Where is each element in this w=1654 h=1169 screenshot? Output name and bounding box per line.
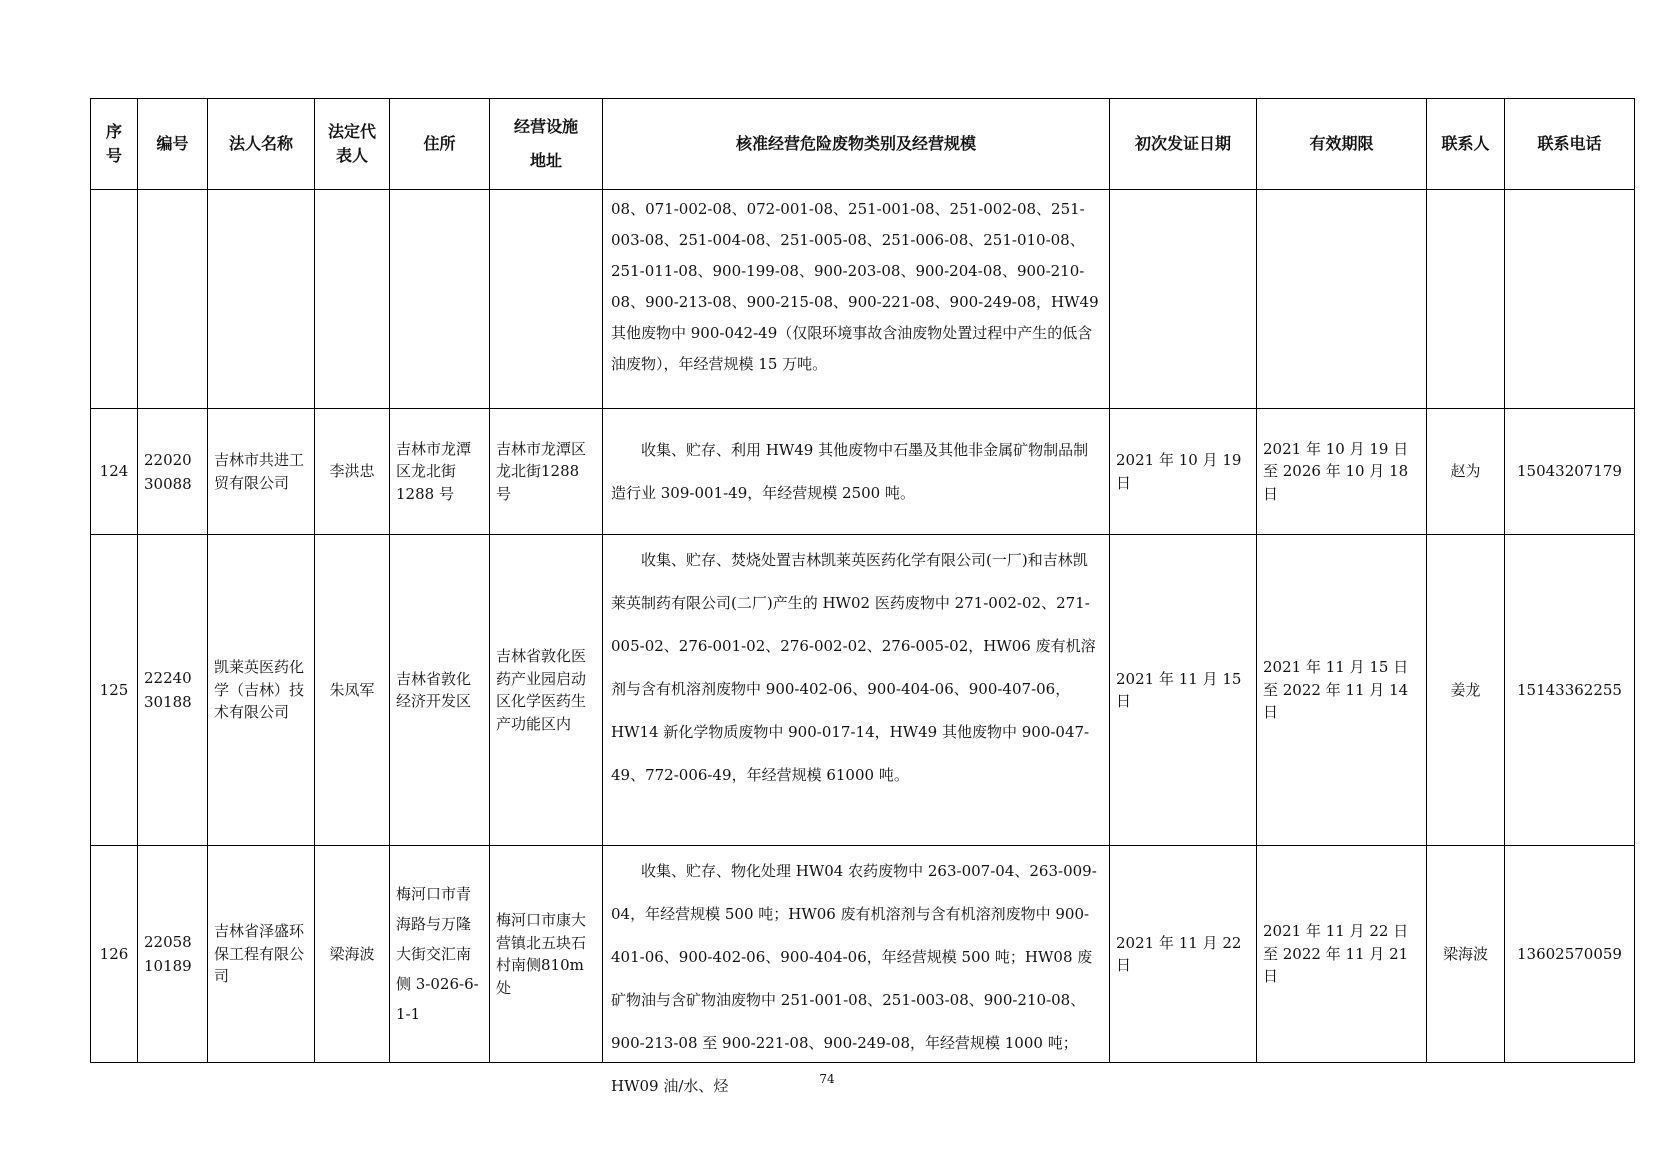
cell-company	[208, 190, 315, 409]
scope-text: 收集、贮存、物化处理 HW04 农药废物中 263-007-04、263-009-04，年经营规模 500 吨；HW06 废有机溶剂与含有机溶剂废物中 900-401-06、900-402-06、900-404-06，年经营规模 500 吨；HW08 废矿物油与含矿物油废物中 251-001-08、251-003-08、900-210-08、900-213-08 至 900-221-08、900-249-08，年经营规模 1000 吨；HW09 油/水、烃	[611, 862, 1097, 1095]
cell-first-date: 2021 年 11 月 22 日	[1110, 846, 1257, 1063]
cell-code: 2224030188	[138, 535, 208, 846]
cell-contact: 姜龙	[1427, 535, 1505, 846]
cell-validity: 2021 年 11 月 15 日至 2022 年 11 月 14 日	[1257, 535, 1427, 846]
cell-first-date: 2021 年 10 月 19 日	[1110, 409, 1257, 535]
cell-legal-rep: 朱凤军	[315, 535, 390, 846]
cell-company: 吉林市共进工贸有限公司	[208, 409, 315, 535]
header-facility: 经营设施 地址	[490, 99, 603, 190]
header-code: 编号	[138, 99, 208, 190]
header-residence: 住所	[390, 99, 490, 190]
cell-residence	[390, 190, 490, 409]
header-seq: 序 号	[91, 99, 138, 190]
table-row	[91, 846, 1635, 1063]
cell-seq	[91, 190, 138, 409]
header-contact: 联系人	[1427, 99, 1505, 190]
cell-code: 2205810189	[138, 846, 208, 1063]
cell-seq: 126	[91, 846, 138, 1063]
cell-first-date: 2021 年 11 月 15 日	[1110, 535, 1257, 846]
header-first-date: 初次发证日期	[1110, 99, 1257, 190]
header-phone: 联系电话	[1505, 99, 1635, 190]
hazardous-waste-permit-table	[90, 98, 1635, 1095]
cell-scope	[603, 409, 1110, 535]
cell-validity: 2021 年 10 月 19 日至 2026 年 10 月 18 日	[1257, 409, 1427, 535]
cell-facility: 吉林省敦化医药产业园启动区化学医药生产功能区内	[490, 535, 603, 846]
cell-scope	[603, 535, 1110, 846]
cell-phone: 15043207179	[1505, 409, 1635, 535]
cell-legal-rep	[315, 190, 390, 409]
cell-contact	[1427, 190, 1505, 409]
cell-first-date	[1110, 190, 1257, 409]
cell-code: 2202030088	[138, 409, 208, 535]
cell-legal-rep: 李洪忠	[315, 409, 390, 535]
header-scope: 核准经营危险废物类别及经营规模	[603, 99, 1110, 190]
cell-phone	[1505, 190, 1635, 409]
cell-company: 吉林省泽盛环保工程有限公司	[208, 846, 315, 1063]
table-row	[91, 535, 1635, 846]
cell-residence: 吉林市龙潭区龙北街1288 号	[390, 409, 490, 535]
cell-company: 凯莱英医药化学（吉林）技术有限公司	[208, 535, 315, 846]
cell-phone: 15143362255	[1505, 535, 1635, 846]
scope-text: 08、071-002-08、072-001-08、251-001-08、251-002-08、251-003-08、251-004-08、251-005-08、251-006-08、251-010-08、251-011-08、900-199-08、900-203-08、900-204-08、900-210-08、900-213-08、900-215-08、900-221-08、900-249-08，HW49 其他废物中 900-042-49（仅限环境事故含油废物处置过程中产生的低含油废物），年经营规模 15 万吨。	[611, 200, 1099, 373]
header-row	[91, 99, 1635, 190]
header-company: 法人名称	[208, 99, 315, 190]
cell-residence: 吉林省敦化经济开发区	[390, 535, 490, 846]
cell-scope	[603, 190, 1110, 409]
page-number: 74	[819, 1072, 835, 1086]
cell-code	[138, 190, 208, 409]
cell-phone: 13602570059	[1505, 846, 1635, 1063]
cell-facility: 梅河口市康大营镇北五块石村南侧810m 处	[490, 846, 603, 1063]
table-row	[91, 409, 1635, 535]
cell-validity	[1257, 190, 1427, 409]
cell-residence: 梅河口市青海路与万隆大街交汇南侧 3-026-6-1-1	[390, 846, 490, 1063]
cell-seq: 124	[91, 409, 138, 535]
table-row	[91, 190, 1635, 409]
cell-validity: 2021 年 11 月 22 日至 2022 年 11 月 21 日	[1257, 846, 1427, 1063]
cell-seq: 125	[91, 535, 138, 846]
header-validity: 有效期限	[1257, 99, 1427, 190]
scope-text: 收集、贮存、利用 HW49 其他废物中石墨及其他非金属矿物制品制造行业 309-001-49，年经营规模 2500 吨。	[611, 440, 1089, 502]
cell-legal-rep: 梁海波	[315, 846, 390, 1063]
cell-facility: 吉林市龙潭区龙北街1288 号	[490, 409, 603, 535]
cell-contact: 梁海波	[1427, 846, 1505, 1063]
scope-text: 收集、贮存、焚烧处置吉林凯莱英医药化学有限公司(一厂)和吉林凯莱英制药有限公司(二厂)产生的 HW02 医药废物中 271-002-02、271-005-02、276-001-02、276-002-02、276-005-02，HW06 废有机溶剂与含有机溶剂废物中 900-402-06、900-404-06、900-407-06，HW14 新化学物质废物中 900-017-14，HW49 其他废物中 900-047-49、772-006-49，年经营规模 61000 吨。	[611, 551, 1096, 784]
header-legal-rep: 法定代 表人	[315, 99, 390, 190]
cell-facility	[490, 190, 603, 409]
cell-contact: 赵为	[1427, 409, 1505, 535]
